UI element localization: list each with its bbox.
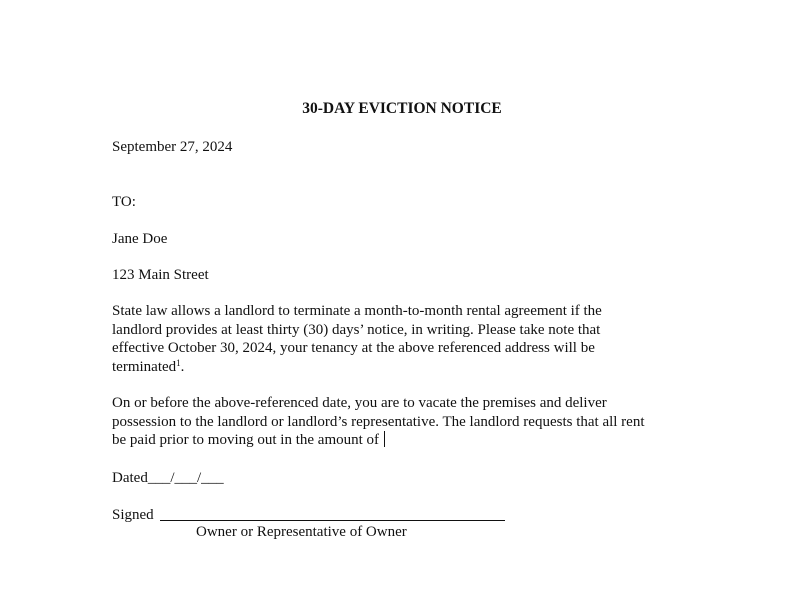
- terminated-word: terminated: [112, 358, 177, 375]
- signature-line[interactable]: [160, 520, 505, 521]
- notice-date: September 27, 2024: [112, 139, 233, 155]
- recipient-address: 123 Main Street: [112, 267, 209, 283]
- paragraph-line: effective October 30, 2024, your tenancy at the above referenced address will be: [112, 340, 595, 356]
- footnote-marker[interactable]: 1: [176, 357, 181, 368]
- recipient-name: Jane Doe: [112, 231, 168, 247]
- paragraph-line: [112, 431, 702, 450]
- period: .: [180, 358, 185, 375]
- signed-label: Signed: [112, 507, 154, 523]
- rent-amount-text: be paid prior to moving out in the amount of: [112, 432, 383, 448]
- termination-paragraph: [112, 302, 702, 376]
- text-cursor[interactable]: [384, 431, 385, 447]
- dated-line[interactable]: Dated___/___/___: [112, 470, 224, 486]
- paragraph-line: possession to the landlord or landlord’s representative. The landlord requests that all rent: [112, 413, 645, 430]
- document-title: 30-DAY EVICTION NOTICE: [302, 100, 502, 117]
- to-label: TO:: [112, 194, 136, 210]
- paragraph-line: State law allows a landlord to terminate a month-to-month rental agreement if the: [112, 303, 602, 319]
- paragraph-line: landlord provides at least thirty (30) days’ notice, in writing. Please take note that: [112, 321, 601, 338]
- signature-caption: Owner or Representative of Owner: [196, 524, 407, 540]
- paragraph-line: On or before the above-referenced date, you are to vacate the premises and deliver: [112, 395, 607, 411]
- vacate-paragraph: [112, 394, 702, 450]
- paragraph-line: [112, 358, 702, 377]
